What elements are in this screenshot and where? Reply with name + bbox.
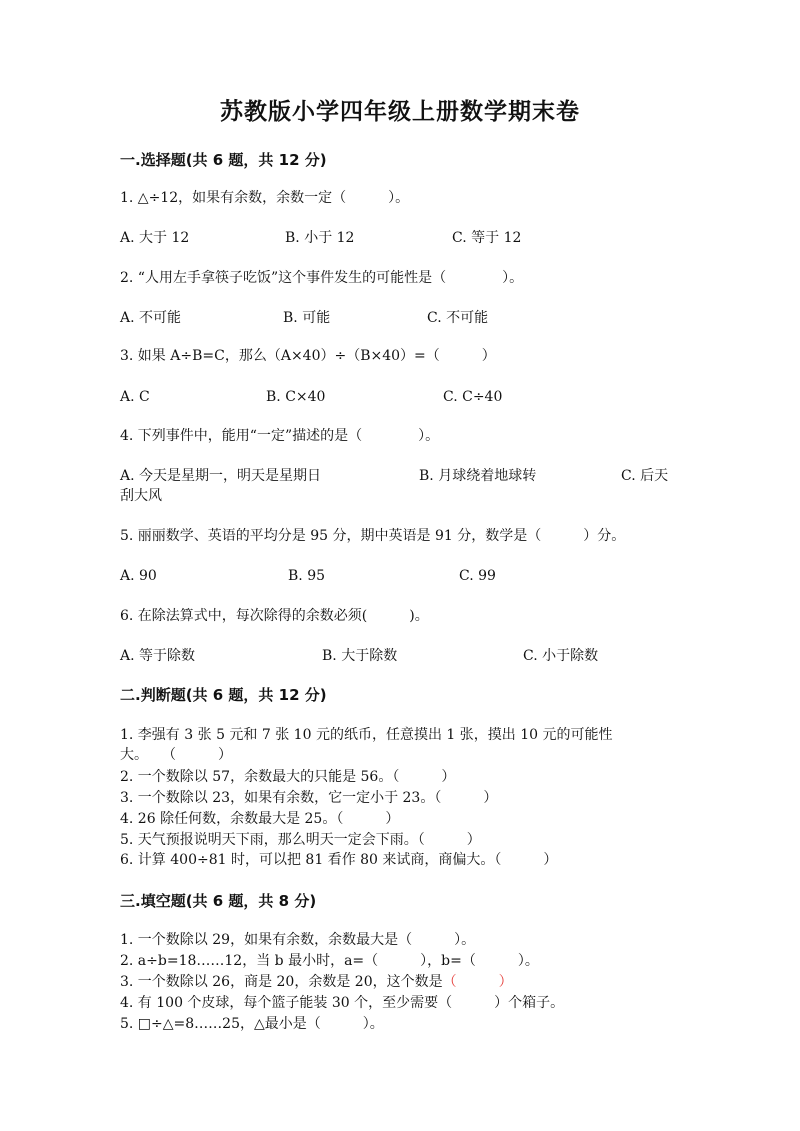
- choice-question-6: 6. 在除法算式中，每次除得的余数必须( )。: [120, 608, 429, 624]
- fill-item-1: 1. 一个数除以 29，如果有余数，余数最大是（ ）。: [120, 932, 476, 948]
- fill-item-4: 4. 有 100 个皮球，每个篮子能装 30 个，至少需要（ ）个箱子。: [120, 995, 565, 1011]
- choice-5-option-c: C. 99: [459, 568, 496, 584]
- choice-question-3: 3. 如果 A÷B=C，那么（A×40）÷（B×40）=（ ）: [120, 348, 496, 364]
- fill-item-2: 2. a÷b=18……12，当 b 最小时，a=（ ），b=（ ）。: [120, 953, 539, 969]
- choice-question-1: 1. △÷12，如果有余数，余数一定（ ）。: [120, 190, 410, 206]
- choice-question-5: 5. 丽丽数学、英语的平均分是 95 分，期中英语是 91 分，数学是（ ）分。: [120, 528, 626, 544]
- choice-2-option-a: A. 不可能: [120, 310, 182, 326]
- judgement-item-1: 1. 李强有 3 张 5 元和 7 张 10 元的纸币，任意摸出 1 张，摸出 10 元的可能性: [120, 727, 613, 743]
- choice-1-option-a: A. 大于 12: [120, 230, 190, 246]
- fill-item-3-text: 3. 一个数除以 26，商是 20，余数是 20，这个数是: [120, 974, 443, 990]
- choice-2-option-c: C. 不可能: [427, 310, 489, 326]
- choice-3-option-b: B. C×40: [266, 389, 326, 405]
- choice-2-option-b: B. 可能: [283, 310, 331, 326]
- fill-item-3: [120, 972, 680, 992]
- choice-4-option-c-continued: 刮大风: [120, 488, 162, 504]
- page-title: 苏教版小学四年级上册数学期末卷: [220, 98, 580, 125]
- choice-4-option-c: C. 后天: [621, 468, 669, 484]
- choice-4-option-b: B. 月球绕着地球转: [419, 468, 537, 484]
- choice-3-option-c: C. C÷40: [443, 389, 503, 405]
- choice-question-2: 2. “人用左手拿筷子吃饭”这个事件发生的可能性是（ ）。: [120, 270, 524, 286]
- judgement-item-3: 3. 一个数除以 23，如果有余数，它一定小于 23。（ ）: [120, 790, 498, 806]
- judgement-item-2: 2. 一个数除以 57，余数最大的只能是 56。（ ）: [120, 769, 456, 785]
- section-heading-judgement: 二.判断题(共 6 题，共 12 分): [120, 686, 327, 704]
- choice-5-option-a: A. 90: [120, 568, 157, 584]
- judgement-item-5: 5. 天气预报说明天下雨，那么明天一定会下雨。（ ）: [120, 832, 481, 848]
- fill-item-5: 5. □÷△=8……25，△最小是（ ）。: [120, 1016, 384, 1032]
- choice-question-4: 4. 下列事件中，能用“一定”描述的是（ ）。: [120, 428, 440, 444]
- choice-5-option-b: B. 95: [288, 568, 326, 584]
- choice-6-option-b: B. 大于除数: [322, 648, 398, 664]
- section-heading-fill-blank: 三.填空题(共 6 题，共 8 分): [120, 892, 317, 910]
- judgement-item-4: 4. 26 除任何数，余数最大是 25。（ ）: [120, 811, 400, 827]
- fill-item-3-blank: （ ）: [442, 974, 513, 990]
- judgement-item-1-continued: 大。 （ ）: [120, 747, 232, 763]
- judgement-item-6: 6. 计算 400÷81 时，可以把 81 看作 80 来试商，商偏大。（ ）: [120, 852, 558, 868]
- choice-1-option-b: B. 小于 12: [285, 230, 355, 246]
- choice-6-option-c: C. 小于除数: [523, 648, 599, 664]
- choice-4-option-a: A. 今天是星期一，明天是星期日: [120, 468, 322, 484]
- choice-3-option-a: A. C: [120, 389, 150, 405]
- section-heading-choice: 一.选择题(共 6 题，共 12 分): [120, 151, 327, 169]
- choice-1-option-c: C. 等于 12: [452, 230, 522, 246]
- choice-6-option-a: A. 等于除数: [120, 648, 196, 664]
